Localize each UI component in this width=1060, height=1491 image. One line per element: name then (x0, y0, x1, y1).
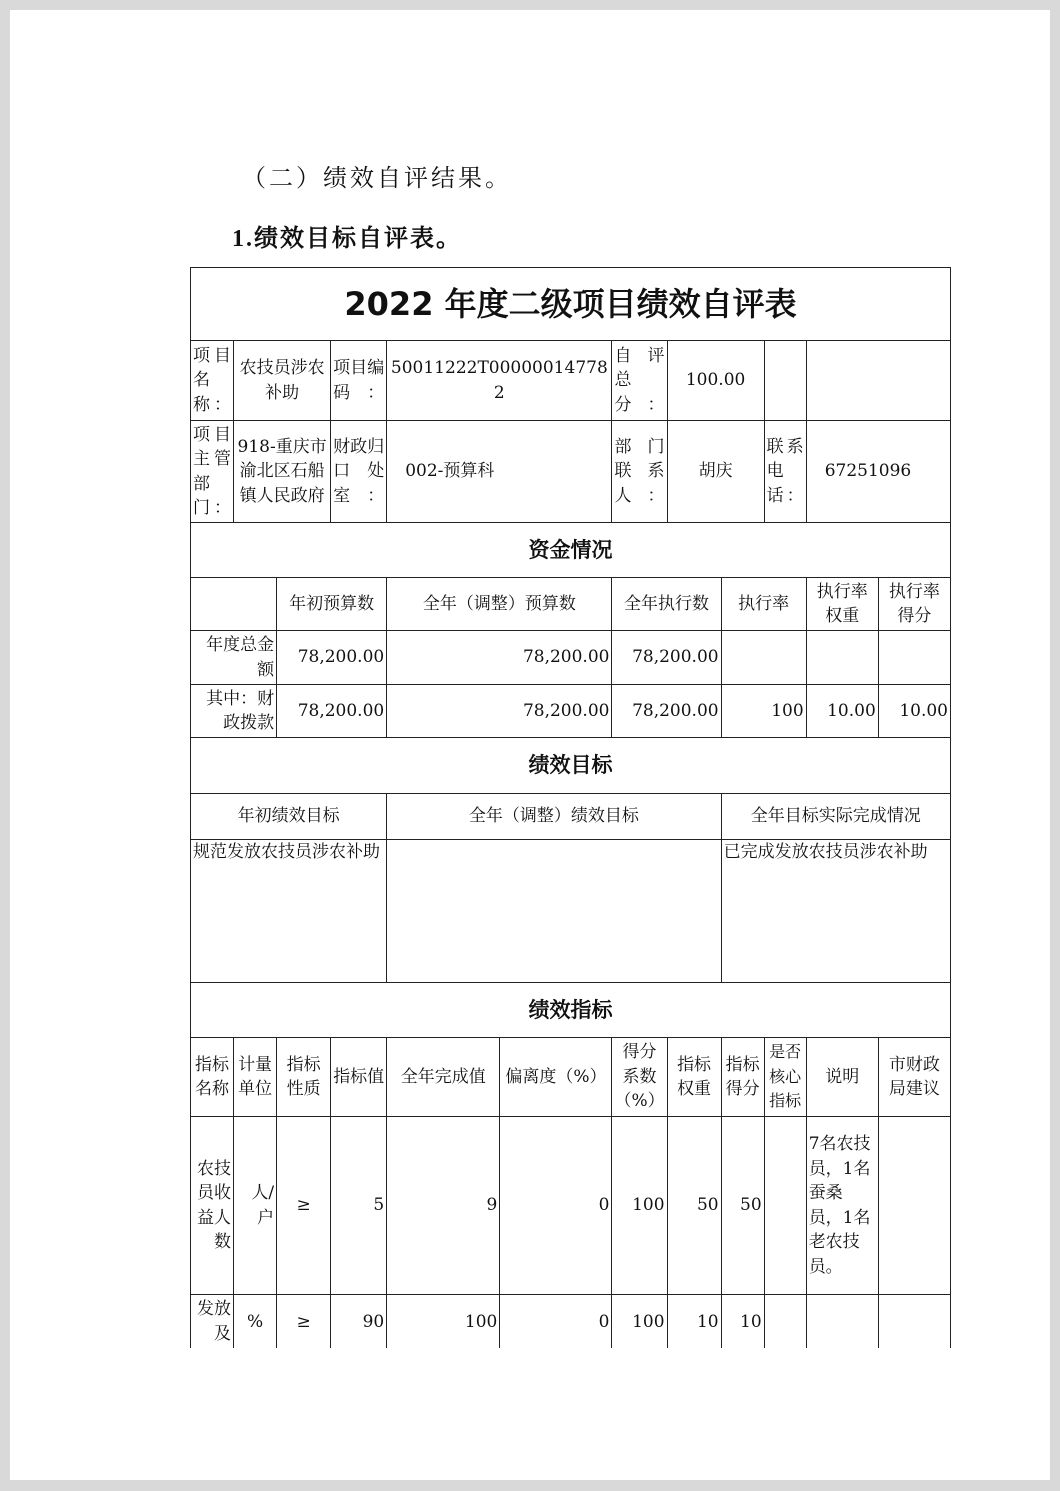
indicator-header: 市财政局建议 (878, 1038, 950, 1117)
indicator-score: 50 (721, 1117, 764, 1295)
empty-cell (806, 341, 950, 421)
indicator-header: 指标权重 (667, 1038, 721, 1117)
goals-header: 全年（调整）绩效目标 (387, 794, 721, 840)
indicator-done: 100 (387, 1295, 500, 1349)
indicator-header: 计量单位 (234, 1038, 277, 1117)
indicator-nature: ≥ (277, 1117, 331, 1295)
empty-cell (764, 341, 806, 421)
indicator-weight: 10 (667, 1295, 721, 1349)
indicator-header: 是否核心指标 (764, 1038, 806, 1117)
indicator-advice (878, 1117, 950, 1295)
adjusted-goal (387, 840, 721, 983)
funds-header: 执行率 (721, 578, 806, 631)
funds-row-label: 年度总金额 (191, 631, 277, 685)
funds-rate-score (878, 631, 950, 685)
indicator-header: 指标值 (331, 1038, 387, 1117)
section-heading: （二）绩效自评结果。 (242, 164, 512, 192)
phone-number: 67251096 (806, 421, 950, 523)
indicator-value: 5 (331, 1117, 387, 1295)
indicator-deviation: 0 (500, 1295, 612, 1349)
indicator-header: 指标性质 (277, 1038, 331, 1117)
funds-rate: 100 (721, 685, 806, 738)
indicators-section-title: 绩效指标 (191, 983, 951, 1038)
indicator-header: 全年完成值 (387, 1038, 500, 1117)
total-score: 100.00 (667, 341, 764, 421)
indicator-header: 指标名称 (191, 1038, 234, 1117)
funds-row-label: 其中：财政拨款 (191, 685, 277, 738)
actual-completion: 已完成发放农技员涉农补助 (721, 840, 950, 983)
phone-label: 联系电话： (764, 421, 806, 523)
indicator-core (764, 1117, 806, 1295)
indicator-done: 9 (387, 1117, 500, 1295)
indicator-unit: % (234, 1295, 277, 1349)
goals-header: 全年目标实际完成情况 (721, 794, 950, 840)
goals-section-title: 绩效目标 (191, 738, 951, 794)
indicator-header: 得分系数（%） (612, 1038, 667, 1117)
project-code: 50011222T000000147782 (387, 341, 612, 421)
self-evaluation-table (190, 267, 951, 1348)
funds-header: 年初预算数 (277, 578, 387, 631)
indicator-name: 农技员收益人数 (191, 1117, 234, 1295)
funds-header: 全年（调整）预算数 (387, 578, 612, 631)
initial-goal: 规范发放农技员涉农补助 (191, 840, 387, 983)
subsection-number: 1. (232, 226, 254, 252)
indicator-advice (878, 1295, 950, 1349)
indicator-nature: ≥ (277, 1295, 331, 1349)
indicator-note: 7名农技员，1名蚕桑员，1名老农技员。 (806, 1117, 878, 1295)
empty-cell (191, 578, 277, 631)
finance-office: 002-预算科 (387, 421, 612, 523)
funds-section-title: 资金情况 (191, 523, 951, 578)
goals-header: 年初绩效目标 (191, 794, 387, 840)
project-name: 农技员涉农补助 (234, 341, 331, 421)
indicator-coefficient: 100 (612, 1295, 667, 1349)
indicator-header: 说明 (806, 1038, 878, 1117)
score-label: 自评总分： (612, 341, 667, 421)
table-title: 2022 年度二级项目绩效自评表 (191, 268, 951, 341)
subsection-title: 绩效目标自评表。 (254, 223, 462, 252)
indicator-core (764, 1295, 806, 1349)
funds-initial-budget: 78,200.00 (277, 685, 387, 738)
funds-header: 全年执行数 (612, 578, 721, 631)
indicator-name: 发放及 (191, 1295, 234, 1349)
contact-label: 部门联系人： (612, 421, 667, 523)
dept-label: 项目主管部门： (191, 421, 234, 523)
self-evaluation-table-frame (190, 267, 951, 1348)
funds-executed: 78,200.00 (612, 631, 721, 685)
indicator-note (806, 1295, 878, 1349)
subsection-heading (232, 218, 462, 253)
indicator-weight: 50 (667, 1117, 721, 1295)
department: 918-重庆市渝北区石船镇人民政府 (234, 421, 331, 523)
indicator-unit: 人/户 (234, 1117, 277, 1295)
funds-adjusted-budget: 78,200.00 (387, 685, 612, 738)
funds-executed: 78,200.00 (612, 685, 721, 738)
project-name-label: 项目名称： (191, 341, 234, 421)
funds-header: 执行率权重 (806, 578, 878, 631)
funds-rate-weight (806, 631, 878, 685)
funds-rate-score: 10.00 (878, 685, 950, 738)
funds-header: 执行率得分 (878, 578, 950, 631)
indicator-value: 90 (331, 1295, 387, 1349)
funds-rate-weight: 10.00 (806, 685, 878, 738)
contact-person: 胡庆 (667, 421, 764, 523)
finance-office-label: 财政归口处室： (331, 421, 387, 523)
funds-adjusted-budget: 78,200.00 (387, 631, 612, 685)
indicator-score: 10 (721, 1295, 764, 1349)
indicator-deviation: 0 (500, 1117, 612, 1295)
indicator-header: 偏离度（%） (500, 1038, 612, 1117)
funds-rate (721, 631, 806, 685)
indicator-header: 指标得分 (721, 1038, 764, 1117)
indicator-coefficient: 100 (612, 1117, 667, 1295)
funds-initial-budget: 78,200.00 (277, 631, 387, 685)
project-code-label: 项目编码： (331, 341, 387, 421)
